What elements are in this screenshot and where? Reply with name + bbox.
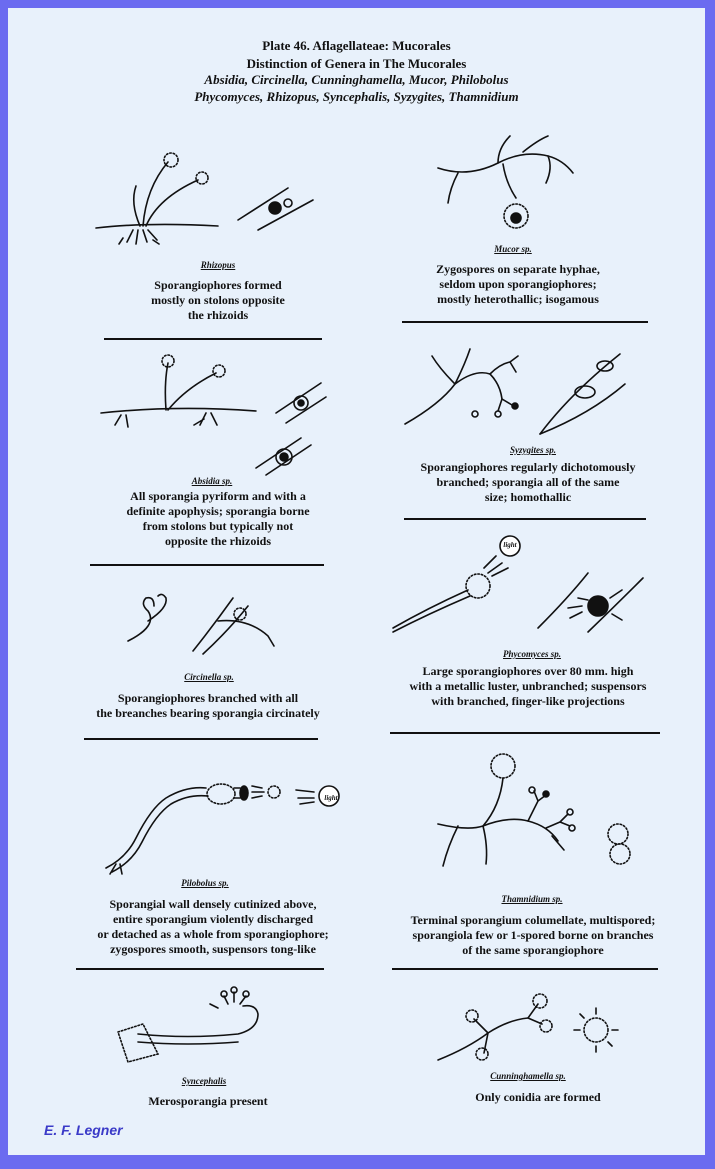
rhizopus-name: Rhizopus (200, 260, 236, 270)
divider (84, 738, 318, 740)
pilobolus-name: Pilobolus sp. (181, 878, 229, 888)
phycomyces-light-label: light (503, 541, 517, 549)
divider (90, 564, 324, 566)
plate (8, 8, 705, 1155)
genera-list-2: Phycomyces, Rhizopus, Syncephalis, Syzygites, Thamnidium (194, 89, 519, 104)
pilobolus-description: Sporangial wall densely cutinized above, entire sporangium violently discharged or detached as a whole from sporangiophore; zygospores smooth, suspensors tong-like (97, 897, 329, 956)
thamnidium-name: Thamnidium sp. (501, 894, 563, 904)
mucor-description: Zygospores on separate hyphae, seldom upon sporangiophores; mostly heterothallic; isogamous (436, 262, 600, 306)
plate-title: Plate 46. Aflagellateae: Mucorales (262, 38, 451, 53)
syncephalis-name: Syncephalis (181, 1076, 227, 1086)
phycomyces-name: Phycomyces sp. (503, 649, 561, 659)
genera-list-1: Absidia, Circinella, Cunninghamella, Mucor, Philobolus (204, 72, 509, 87)
mucor-name: Mucor sp. (494, 244, 532, 254)
mucor-illustration (428, 128, 588, 238)
absidia-illustration (96, 353, 326, 473)
thamnidium-description: Terminal sporangium columellate, multispored; sporangiola few or 1-spored borne on branches of the same sporangiophore (410, 913, 656, 957)
circinella-illustration (118, 586, 288, 656)
divider (404, 518, 646, 520)
plate-subtitle: Distinction of Genera in The Mucorales (246, 56, 467, 71)
syzygites-illustration (400, 344, 650, 444)
pilobolus-light-label: light (324, 794, 338, 802)
cunninghamella-name: Cunninghamella sp. (490, 1071, 566, 1081)
divider (390, 732, 660, 734)
cunninghamella-illustration (428, 988, 638, 1068)
thamnidium-illustration (428, 746, 648, 876)
circinella-name: Circinella sp. (184, 672, 234, 682)
pilobolus-illustration (96, 768, 346, 878)
divider (402, 321, 648, 323)
syncephalis-illustration (108, 984, 278, 1068)
syncephalis-description: Merosporangia present (148, 1094, 268, 1108)
rhizopus-description: Sporangiophores formed mostly on stolons opposite the rhizoids (151, 278, 285, 322)
divider (76, 968, 324, 970)
absidia-name: Absidia sp. (191, 476, 233, 486)
phycomyces-illustration (388, 528, 658, 638)
cunninghamella-description: Only conidia are formed (475, 1090, 601, 1104)
author-signature: E. F. Legner (44, 1122, 123, 1138)
rhizopus-illustration (88, 148, 318, 258)
circinella-description: Sporangiophores branched with all the breanches bearing sporangia circinately (96, 691, 320, 720)
syzygites-name: Syzygites sp. (510, 445, 556, 455)
absidia-description: All sporangia pyriform and with a definite apophysis; sporangia borne from stolons but typically not opposite the rhizoids (126, 489, 310, 548)
divider (392, 968, 658, 970)
syzygites-description: Sporangiophores regularly dichotomously branched; sporangia all of the same size; homothallic (420, 460, 636, 504)
divider (104, 338, 322, 340)
phycomyces-description: Large sporangiophores over 80 mm. high with a metallic luster, unbranched; suspensors with branched, finger-like projections (409, 664, 647, 708)
